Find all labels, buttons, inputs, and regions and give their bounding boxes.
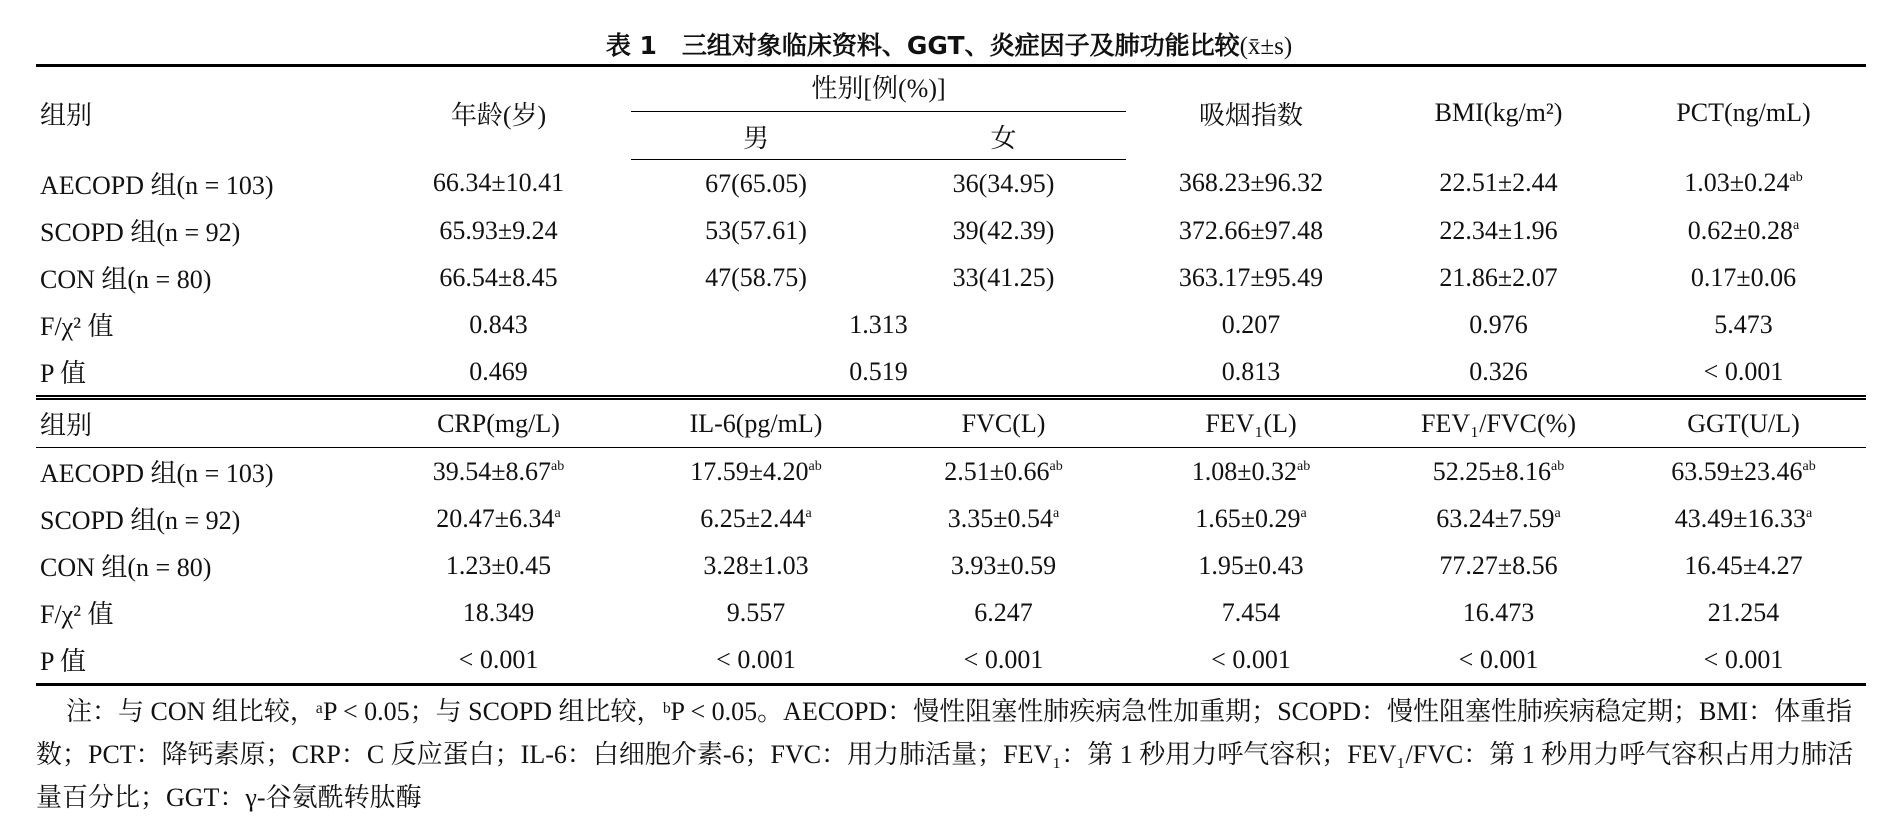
row-group-scopd: SCOPD 组(n = 92) xyxy=(40,218,241,247)
cell-smoke: 0.813 xyxy=(1126,348,1376,398)
table-row-f xyxy=(36,301,1866,348)
cell: 1.95±0.43 xyxy=(1198,550,1304,580)
cell xyxy=(631,495,881,542)
cell xyxy=(1376,448,1621,496)
cell: 3.93±0.59 xyxy=(950,550,1057,580)
cell: 16.45±4.27 xyxy=(1684,550,1803,580)
table-row-f xyxy=(36,589,1866,636)
cell-age: 65.93±9.24 xyxy=(439,215,558,245)
cell xyxy=(1376,495,1621,542)
cell-value: 43.49±16.33 xyxy=(1674,503,1807,533)
cell-male: 53(57.61) xyxy=(705,215,807,245)
superscript: a xyxy=(1053,505,1060,521)
table-footnote: 注：与 CON 组比较，ᵃP < 0.05；与 SCOPD 组比较，ᵇP < 0.05。AECOPD：慢性阻塞性肺疾病急性加重期；SCOPD：慢性阻塞性肺疾病稳定期；BMI：体重指数；PCT：降钙素原；CRP：C 反应蛋白；IL-6：白细胞介素-6；FVC：用力肺活量；FEV₁：第 1 秒用力呼气容积；FEV₁/FVC：第 1 秒用力呼气容积占用力肺活量百分比；GGT：γ-谷氨酰转肽酶 xyxy=(36,697,1854,812)
cell-bmi: 0.976 xyxy=(1469,309,1528,339)
header-fvc: FVC(L) xyxy=(881,398,1126,448)
cell-bmi: 0.326 xyxy=(1376,348,1621,398)
superscript: a xyxy=(1554,505,1561,521)
cell xyxy=(1126,448,1376,496)
superscript: ab xyxy=(1551,458,1565,474)
cell-value: 63.59±23.46 xyxy=(1671,456,1803,486)
cell-value: 1.08±0.32 xyxy=(1191,456,1298,486)
header-age: 年龄(岁) xyxy=(366,66,631,160)
cell xyxy=(631,448,881,496)
cell: 1.23±0.45 xyxy=(445,550,552,580)
cell-smoke: 363.17±95.49 xyxy=(1178,262,1324,292)
row-label-f: F/χ² 值 xyxy=(40,312,114,341)
table-title-suffix: (x̄±s) xyxy=(1239,33,1293,60)
superscript: a xyxy=(1806,505,1813,521)
cell-smoke: 0.207 xyxy=(1221,309,1281,339)
cell: < 0.001 xyxy=(366,636,631,685)
superscript: a xyxy=(554,505,561,521)
table-row xyxy=(36,160,1866,208)
superscript: ab xyxy=(1297,458,1311,474)
superscript: ab xyxy=(808,458,822,474)
cell-pct: 5.473 xyxy=(1714,309,1773,339)
header-male: 男 xyxy=(631,113,881,160)
cell-female: 39(42.39) xyxy=(952,215,1055,245)
header-sex xyxy=(631,66,1126,114)
cell xyxy=(881,495,1126,542)
cell-value: 52.25±8.16 xyxy=(1432,456,1552,486)
cell-female: 36(34.95) xyxy=(952,168,1055,198)
cell-female: 33(41.25) xyxy=(952,262,1055,292)
row-group-scopd: SCOPD 组(n = 92) xyxy=(40,506,241,535)
table-row xyxy=(36,207,1866,254)
cell-age: 66.54±8.45 xyxy=(439,262,558,292)
header-pct: PCT(ng/mL) xyxy=(1621,66,1866,160)
cell: 21.254 xyxy=(1707,597,1780,627)
superscript: a xyxy=(1300,505,1307,521)
cell xyxy=(1621,495,1866,542)
row-label-p: P 值 xyxy=(36,636,366,685)
superscript: ab xyxy=(1049,458,1063,474)
cell-pct: < 0.001 xyxy=(1621,348,1866,398)
header-group-2: 组别 xyxy=(36,398,366,448)
cell-bmi: 22.34±1.96 xyxy=(1439,215,1558,245)
row-group-con: CON 组(n = 80) xyxy=(40,265,212,294)
row-label-f: F/χ² 值 xyxy=(40,600,114,629)
cell xyxy=(881,448,1126,496)
cell: < 0.001 xyxy=(881,636,1126,685)
superscript: ab xyxy=(551,458,565,474)
header-female: 女 xyxy=(881,113,1126,160)
cell xyxy=(1621,448,1866,496)
cell: 3.28±1.03 xyxy=(703,550,809,580)
cell xyxy=(366,448,631,496)
cell: < 0.001 xyxy=(1376,636,1621,685)
cell: < 0.001 xyxy=(1126,636,1376,685)
cell: 9.557 xyxy=(726,597,786,627)
header-fev1: FEV₁(L) xyxy=(1126,398,1376,448)
table-row xyxy=(36,542,1866,589)
cell-value: 1.65±0.29 xyxy=(1195,503,1301,533)
cell: 77.27±8.56 xyxy=(1439,550,1558,580)
table-title-text: 表 1 三组对象临床资料、GGT、炎症因子及肺功能比较 xyxy=(605,31,1240,60)
cell: 7.454 xyxy=(1221,597,1281,627)
comparison-table xyxy=(36,64,1866,686)
cell: < 0.001 xyxy=(1621,636,1866,685)
cell: < 0.001 xyxy=(631,636,881,685)
cell-value: 0.17±0.06 xyxy=(1690,262,1797,292)
cell-sex: 1.313 xyxy=(849,309,908,339)
superscript: a xyxy=(1793,217,1800,233)
table-row-p xyxy=(36,636,1866,685)
cell-value: 2.51±0.66 xyxy=(944,456,1050,486)
header-il6: IL-6(pg/mL) xyxy=(631,398,881,448)
cell-male: 67(65.05) xyxy=(705,168,807,198)
header-smoke: 吸烟指数 xyxy=(1126,66,1376,160)
superscript: a xyxy=(805,505,812,521)
row-group-aecopd: AECOPD 组(n = 103) xyxy=(40,170,274,200)
cell-age: 0.469 xyxy=(366,348,631,398)
header-crp: CRP(mg/L) xyxy=(366,398,631,448)
superscript: ab xyxy=(1789,170,1803,186)
table-row-p xyxy=(36,348,1866,398)
cell-bmi: 21.86±2.07 xyxy=(1439,262,1558,292)
cell-pct xyxy=(1621,160,1866,208)
header-row-2 xyxy=(36,398,1866,448)
cell-age: 66.34±10.41 xyxy=(432,168,565,198)
table-row xyxy=(36,495,1866,542)
cell: 18.349 xyxy=(462,597,535,627)
cell-age: 0.843 xyxy=(469,309,528,339)
cell-value: 20.47±6.34 xyxy=(436,503,555,533)
header-group: 组别 xyxy=(36,66,366,160)
header-bmi: BMI(kg/m²) xyxy=(1376,66,1621,160)
table-title xyxy=(0,26,1898,62)
cell-value: 3.35±0.54 xyxy=(947,503,1054,533)
superscript: ab xyxy=(1802,458,1816,474)
row-group-aecopd: AECOPD 组(n = 103) xyxy=(40,459,274,488)
cell: 16.473 xyxy=(1462,597,1535,627)
header-ggt: GGT(U/L) xyxy=(1621,398,1866,448)
cell-value: 0.62±0.28 xyxy=(1687,215,1794,245)
cell-value: 63.24±7.59 xyxy=(1436,503,1555,533)
row-label-p: P 值 xyxy=(36,348,366,398)
row-group-con: CON 组(n = 80) xyxy=(40,553,212,582)
cell-value: 17.59±4.20 xyxy=(690,456,809,486)
cell-value: 39.54±8.67 xyxy=(432,456,552,486)
header-fev1-fvc: FEV₁/FVC(%) xyxy=(1376,398,1621,448)
table-row xyxy=(36,254,1866,301)
table-row xyxy=(36,448,1866,496)
cell: 6.247 xyxy=(974,597,1033,627)
cell-value: 6.25±2.44 xyxy=(700,503,806,533)
cell-sex: 0.519 xyxy=(631,348,1126,398)
cell xyxy=(366,495,631,542)
cell-smoke: 372.66±97.48 xyxy=(1178,215,1324,245)
cell-male: 47(58.75) xyxy=(705,262,807,292)
cell-bmi: 22.51±2.44 xyxy=(1439,168,1558,198)
cell-smoke: 368.23±96.32 xyxy=(1178,168,1324,198)
cell xyxy=(1126,495,1376,542)
cell-value: 1.03±0.24 xyxy=(1684,168,1790,198)
cell-pct xyxy=(1621,254,1866,301)
header-sex-label: 性别[例(%)] xyxy=(631,68,1126,112)
cell-pct xyxy=(1621,207,1866,254)
